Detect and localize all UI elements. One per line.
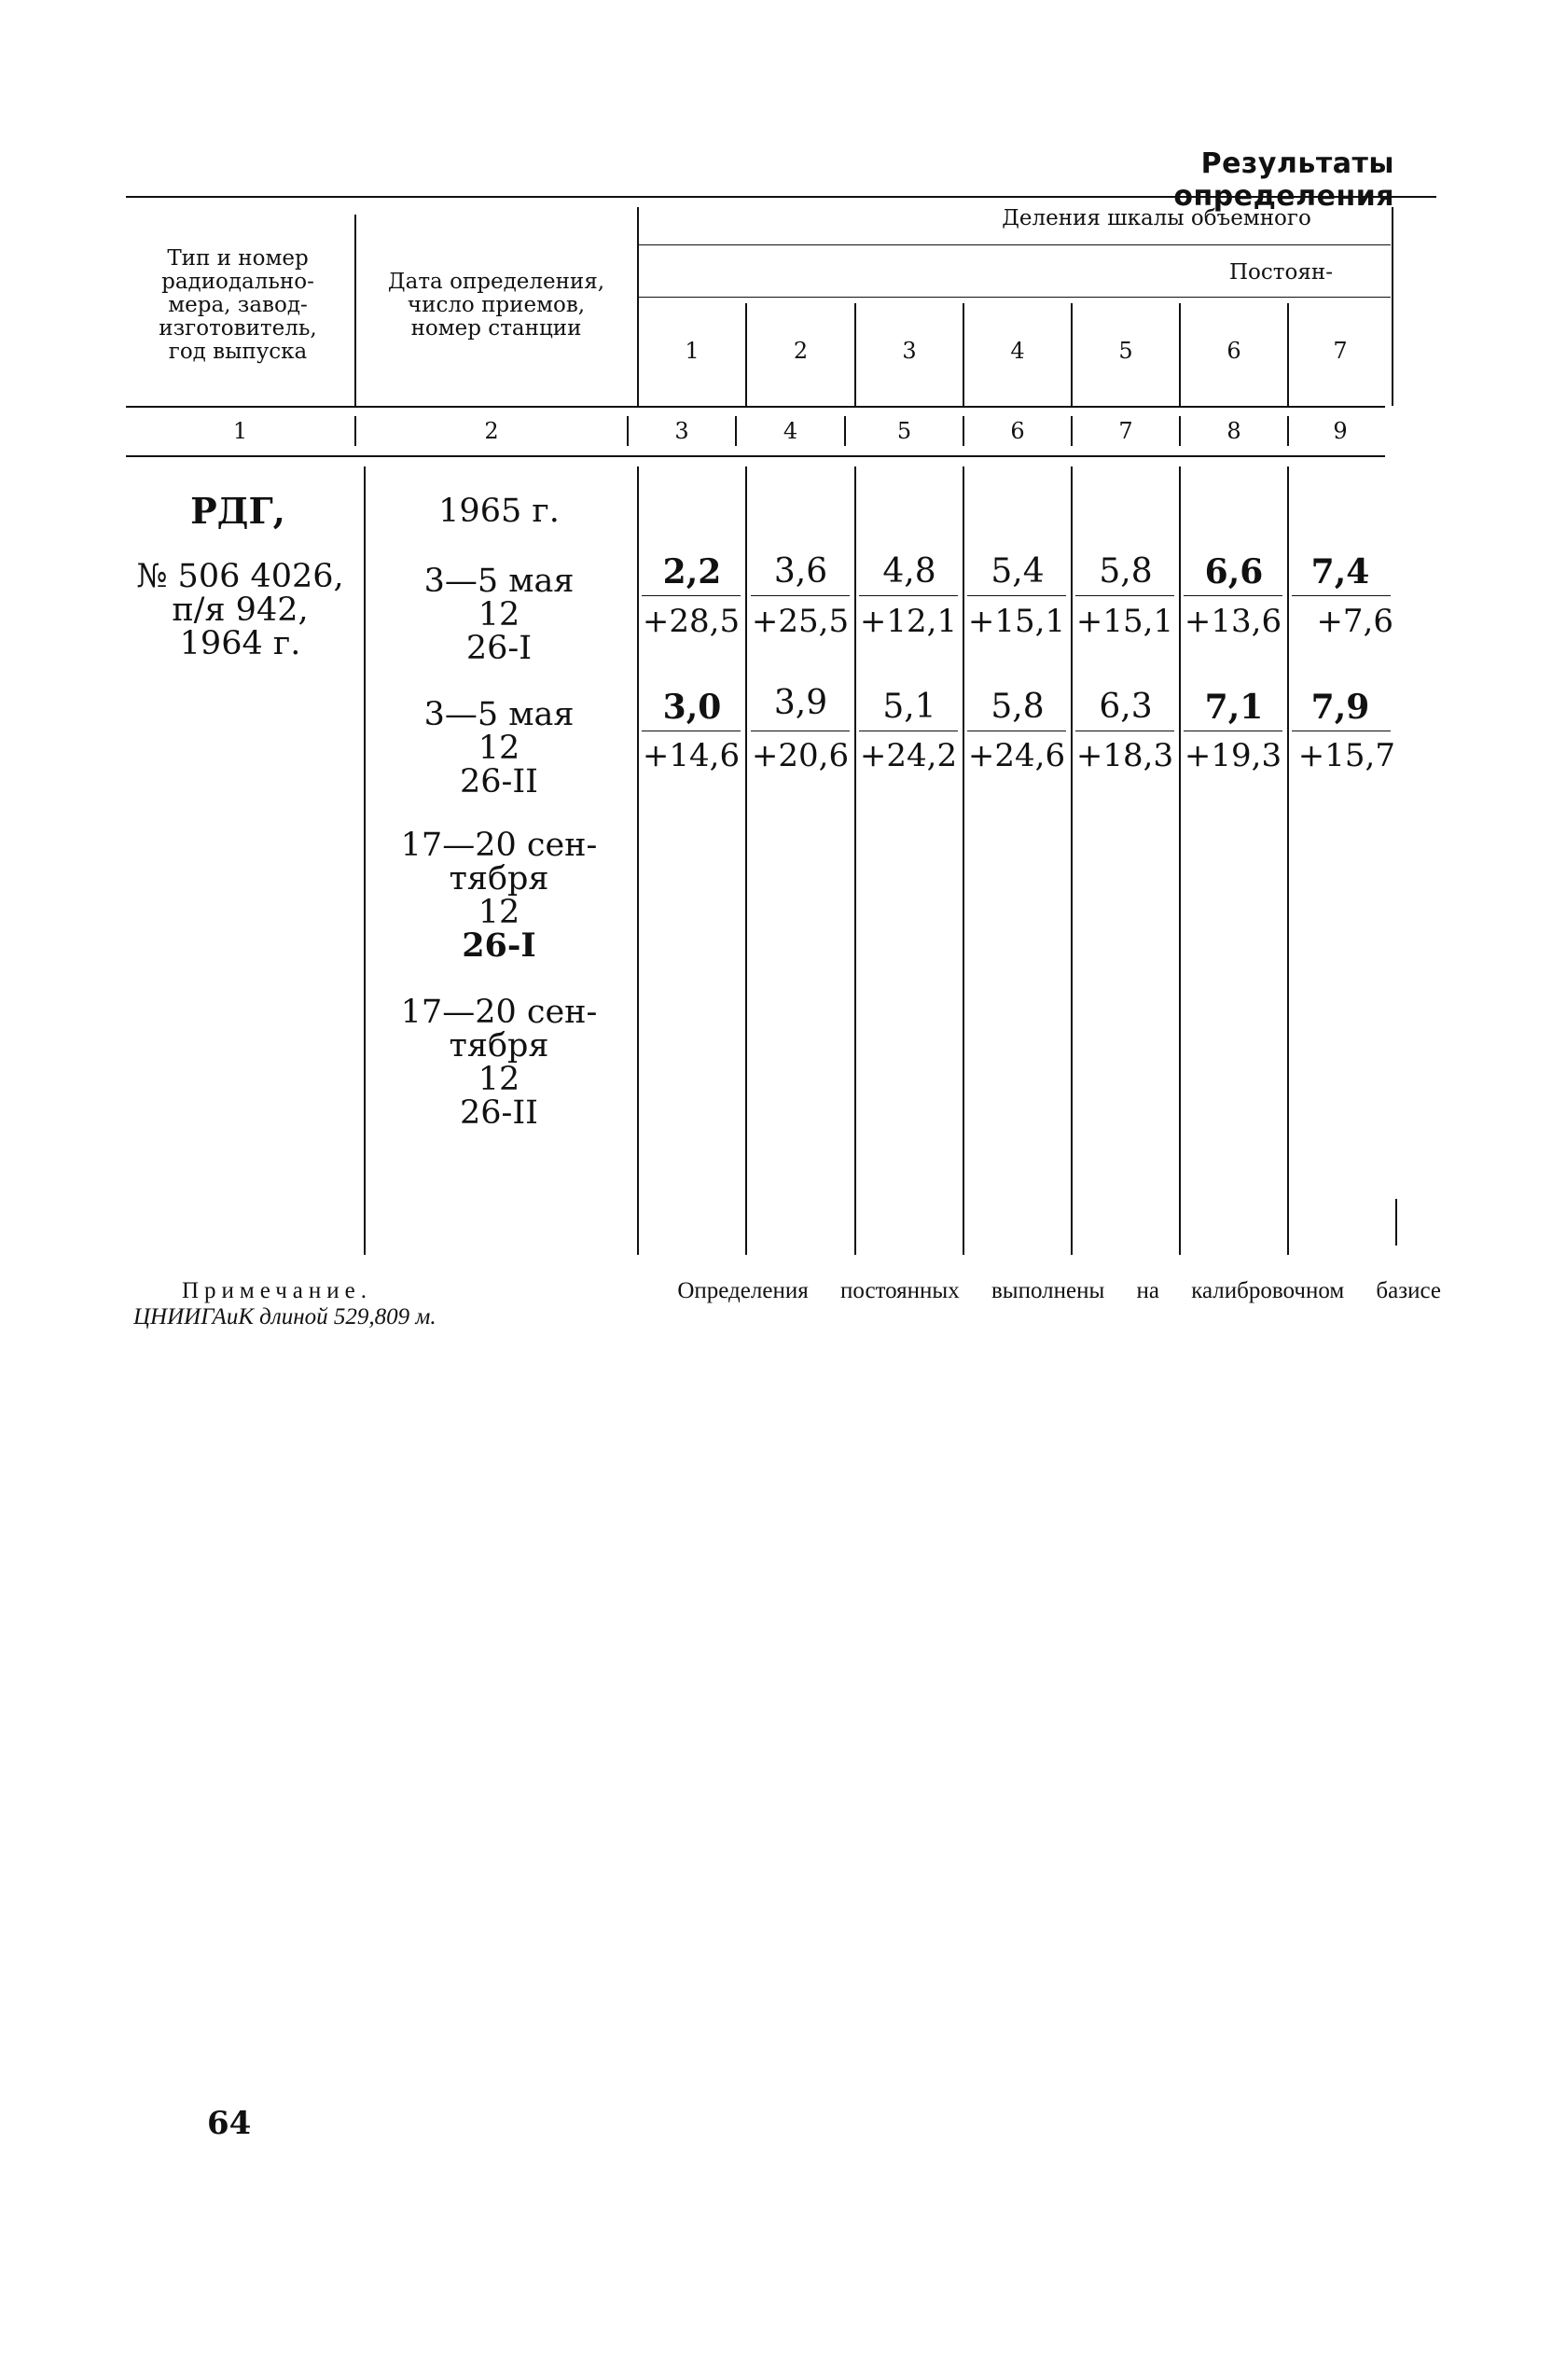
value-cell: +15,7 bbox=[1297, 737, 1395, 774]
header-col2-line: число приемов, bbox=[407, 293, 586, 317]
device-line: № 506 4026, bbox=[136, 558, 344, 595]
division-label: 2 bbox=[793, 338, 809, 364]
value-cell: +15,1 bbox=[967, 603, 1066, 640]
value-cell: 3,6 bbox=[773, 552, 828, 591]
value-cell: +24,2 bbox=[859, 737, 958, 774]
value-cell: +7,6 bbox=[1316, 603, 1393, 640]
header-subgroup: Постоян- bbox=[1229, 260, 1333, 285]
date-line: тября bbox=[449, 1027, 549, 1065]
value-cell: 3,9 bbox=[773, 684, 828, 722]
date-line: 26-II bbox=[459, 763, 538, 800]
header-col2-line: Дата определения, bbox=[387, 270, 605, 294]
header-col1-line: изготовитель, bbox=[159, 316, 317, 341]
device-details bbox=[126, 560, 354, 661]
header-col1-line: мера, завод- bbox=[168, 293, 308, 317]
date-line: 17—20 сен- bbox=[400, 827, 598, 864]
date-line: 12 bbox=[478, 894, 520, 931]
header-col1 bbox=[126, 247, 350, 364]
footnote-text: Определения постоянных выполнены на калибровочном базисе bbox=[677, 1278, 1441, 1303]
date-line: 17—20 сен- bbox=[400, 994, 598, 1031]
value-cell: 4,8 bbox=[882, 552, 936, 591]
division-label: 3 bbox=[902, 338, 917, 364]
header-col1-line: Тип и номер bbox=[167, 246, 309, 271]
row-date bbox=[368, 698, 630, 799]
device-line: 1964 г. bbox=[179, 625, 301, 662]
page-number: 64 bbox=[207, 2105, 252, 2142]
date-line: 26-I bbox=[462, 926, 536, 965]
value-cell: 5,4 bbox=[991, 552, 1045, 591]
column-number: 6 bbox=[1010, 418, 1025, 444]
value-cell: +19,3 bbox=[1184, 737, 1282, 774]
header-col2-line: номер станции bbox=[410, 316, 582, 341]
value-cell: +14,6 bbox=[642, 737, 741, 774]
device-line: п/я 942, bbox=[172, 592, 309, 629]
header-group: Деления шкалы объемного bbox=[1002, 206, 1311, 230]
header-col1-line: радиодально- bbox=[161, 270, 314, 294]
date-line: 26-I bbox=[465, 630, 533, 667]
column-number: 9 bbox=[1333, 418, 1348, 444]
footnote-label: Примечание. bbox=[182, 1278, 373, 1303]
year-label: 1965 г. bbox=[438, 493, 560, 530]
date-line: 3—5 мая bbox=[423, 563, 575, 600]
page-heading: Результаты определения bbox=[1173, 147, 1394, 213]
column-number: 7 bbox=[1118, 418, 1133, 444]
date-line: 12 bbox=[478, 730, 520, 767]
value-cell: 6,3 bbox=[1099, 688, 1153, 726]
date-line: 3—5 мая bbox=[423, 696, 575, 733]
division-label: 1 bbox=[685, 338, 700, 364]
division-label: 7 bbox=[1333, 338, 1348, 364]
value-cell: 7,9 bbox=[1310, 688, 1370, 727]
date-line: 12 bbox=[478, 596, 520, 633]
column-number: 2 bbox=[484, 418, 499, 444]
value-cell: +13,6 bbox=[1184, 603, 1282, 640]
column-number: 3 bbox=[674, 418, 689, 444]
header-col2 bbox=[356, 271, 636, 341]
value-cell: 5,8 bbox=[1099, 552, 1153, 591]
column-number: 4 bbox=[783, 418, 798, 444]
row-date bbox=[368, 828, 630, 963]
value-cell: 5,1 bbox=[882, 688, 936, 726]
row-date bbox=[368, 995, 630, 1130]
footnote bbox=[182, 1278, 1441, 1304]
date-line: 26-II bbox=[459, 1094, 538, 1132]
date-line: 12 bbox=[478, 1061, 520, 1098]
header-col1-line: год выпуска bbox=[168, 340, 308, 364]
division-label: 6 bbox=[1226, 338, 1241, 364]
value-cell: +25,5 bbox=[751, 603, 850, 640]
value-cell: 6,6 bbox=[1204, 552, 1264, 592]
value-cell: +24,6 bbox=[967, 737, 1066, 774]
value-cell: +18,3 bbox=[1075, 737, 1174, 774]
value-cell: 7,4 bbox=[1310, 552, 1370, 592]
column-number: 8 bbox=[1226, 418, 1241, 444]
value-cell: 3,0 bbox=[662, 688, 722, 727]
value-cell: 5,8 bbox=[991, 688, 1045, 726]
column-number: 1 bbox=[232, 418, 248, 444]
division-label: 5 bbox=[1118, 338, 1133, 364]
division-label: 4 bbox=[1010, 338, 1025, 364]
value-cell: 2,2 bbox=[662, 552, 722, 592]
value-cell: +28,5 bbox=[642, 603, 741, 640]
value-cell: 7,1 bbox=[1204, 688, 1264, 727]
value-cell: +20,6 bbox=[751, 737, 850, 774]
column-number: 5 bbox=[896, 418, 912, 444]
device-name: РДГ, bbox=[190, 490, 285, 532]
value-cell: +12,1 bbox=[859, 603, 958, 640]
footnote-line2: ЦНИИГАиК длиной 529,809 м. bbox=[133, 1304, 436, 1329]
date-line: тября bbox=[449, 860, 549, 898]
row-date bbox=[368, 564, 630, 665]
value-cell: +15,1 bbox=[1075, 603, 1174, 640]
